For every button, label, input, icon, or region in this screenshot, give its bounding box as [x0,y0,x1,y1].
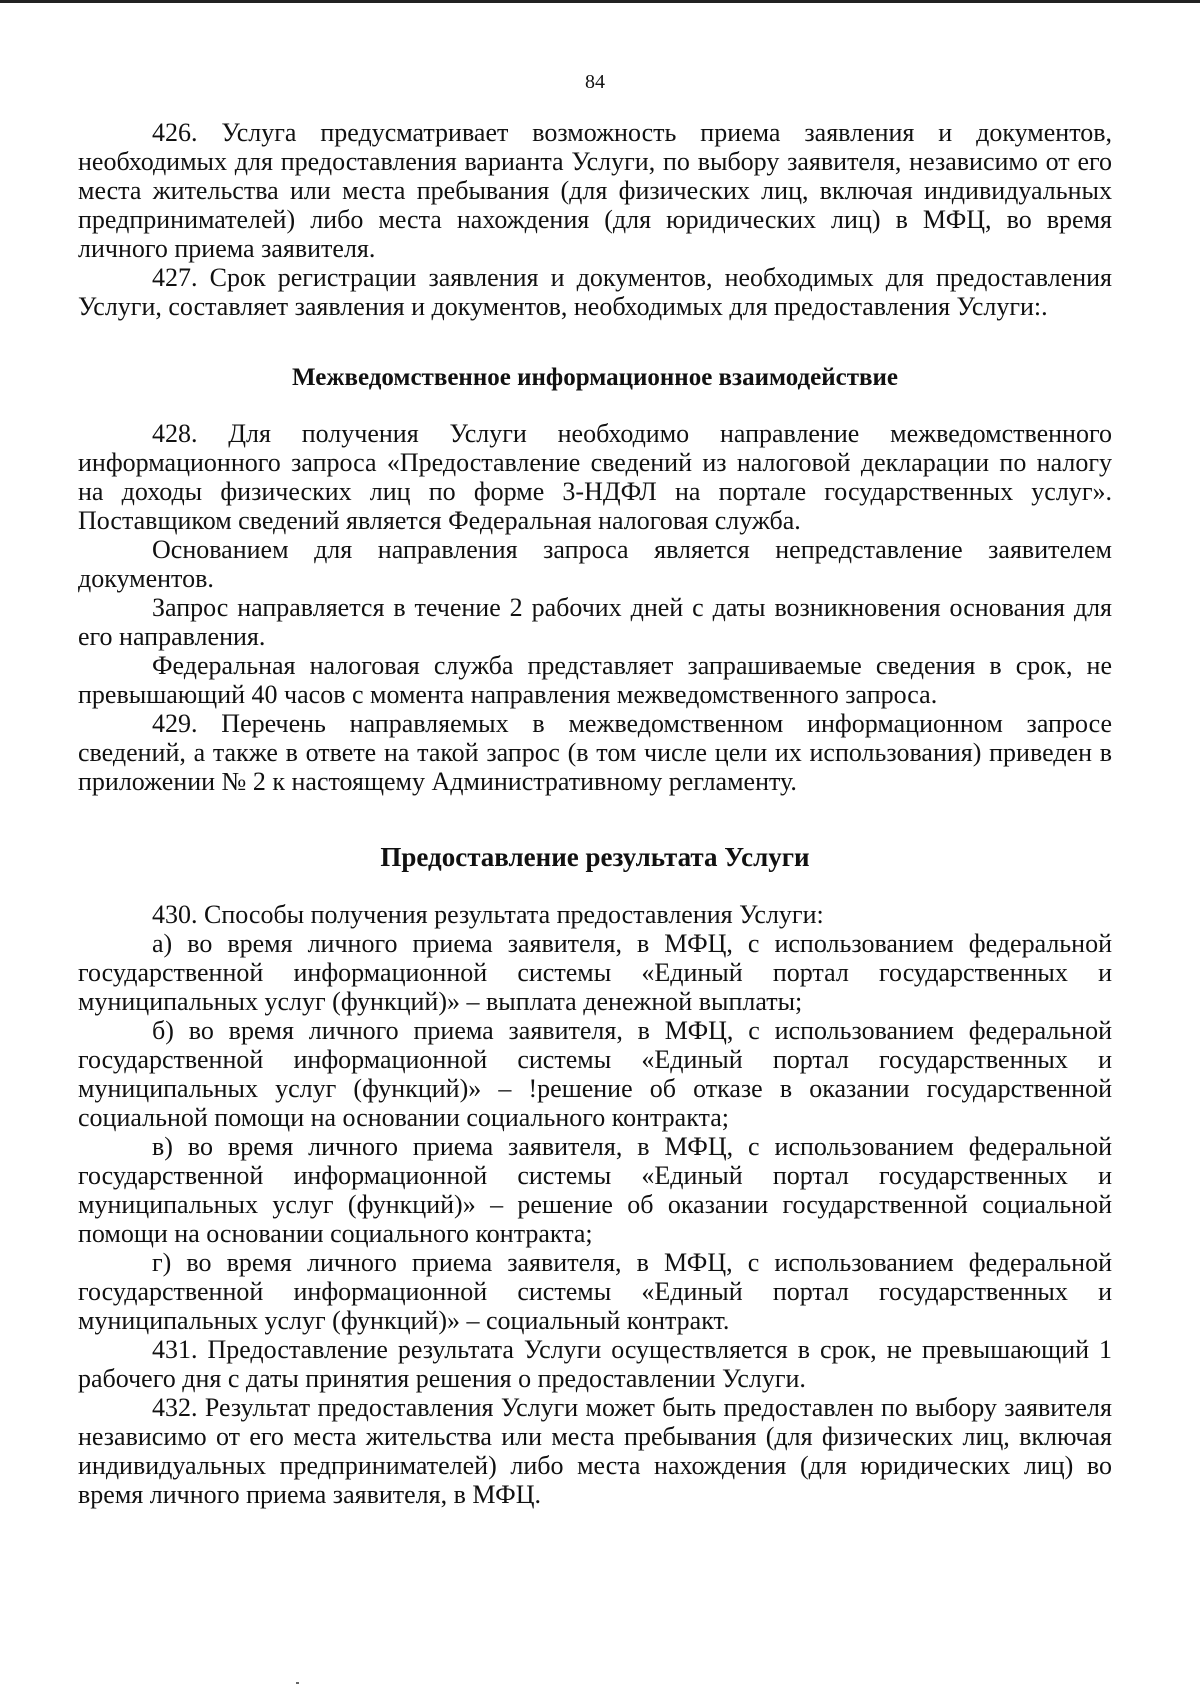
paragraph-426: 426. Услуга предусматривает возможность приема заявления и документов, необходимых для предоставления варианта Услуги, по выбору заявителя, независимо от его места жительства или места пребывания (для физических лиц, включая индивидуальных предпринимателей) либо места нахождения (для юридических лиц) в МФЦ, во время личного приема заявителя. [78,118,1112,263]
page-number: 84 [585,71,605,93]
paragraph-430-item-b: б) во время личного приема заявителя, в МФЦ, с использованием федеральной государственной информационной системы «Единый портал государственных и муниципальных услуг (функций)» – !решение об отказе в оказании государственной социальной помощи на основании социального контракта; [78,1016,1112,1132]
page-top-border [0,0,1200,3]
paragraph-428-basis: Основанием для направления запроса является непредставление заявителем документов. [78,535,1112,593]
paragraph-432: 432. Результат предоставления Услуги может быть предоставлен по выбору заявителя независимо от его места жительства или места пребывания (для физических лиц, включая индивидуальных предпринимателей) либо места нахождения (для юридических лиц) во время личного приема заявителя, в МФЦ. [78,1393,1112,1509]
paragraph-430-item-g: г) во время личного приема заявителя, в МФЦ, с использованием федеральной государственной информационной системы «Единый портал государственных и муниципальных услуг (функций)» – социальный контракт. [78,1248,1112,1335]
paragraph-431: 431. Предоставление результата Услуги осуществляется в срок, не превышающий 1 рабочего дня с даты принятия решения о предоставлении Услуги. [78,1335,1112,1393]
paragraph-428: 428. Для получения Услуги необходимо направление межведомственного информационного запроса «Предоставление сведений из налоговой декларации по налогу на доходы физических лиц по форме 3-НДФЛ на портале государственных услуг». Поставщиком сведений является Федеральная налоговая служба. [78,419,1112,535]
document-page [78,70,1112,1509]
scan-artifact-dot [296,1682,299,1684]
paragraph-430: 430. Способы получения результата предоставления Услуги: [152,900,824,929]
paragraph-430-item-a: а) во время личного приема заявителя, в МФЦ, с использованием федеральной государственной информационной системы «Единый портал государственных и муниципальных услуг (функций)» – выплата денежной выплаты; [78,929,1112,1016]
paragraph-429: 429. Перечень направляемых в межведомственном информационном запросе сведений, а также в ответе на такой запрос (в том числе цели их использования) приведен в приложении № 2 к настоящему Административному регламенту. [78,709,1112,796]
paragraph-430-item-v: в) во время личного приема заявителя, в МФЦ, с использованием федеральной государственной информационной системы «Единый портал государственных и муниципальных услуг (функций)» – решение об оказании государственной социальной помощи на основании социального контракта; [78,1132,1112,1248]
section-heading-result: Предоставление результата Услуги [380,842,810,872]
paragraph-428-response-time: Федеральная налоговая служба представляет запрашиваемые сведения в срок, не превышающий 40 часов с момента направления межведомственного запроса. [78,651,1112,709]
section-heading-interagency: Межведомственное информационное взаимодействие [292,364,898,391]
paragraph-428-deadline: Запрос направляется в течение 2 рабочих дней с даты возникновения основания для его направления. [78,593,1112,651]
paragraph-427: 427. Срок регистрации заявления и документов, необходимых для предоставления Услуги, составляет заявления и документов, необходимых для предоставления Услуги:. [78,263,1112,321]
